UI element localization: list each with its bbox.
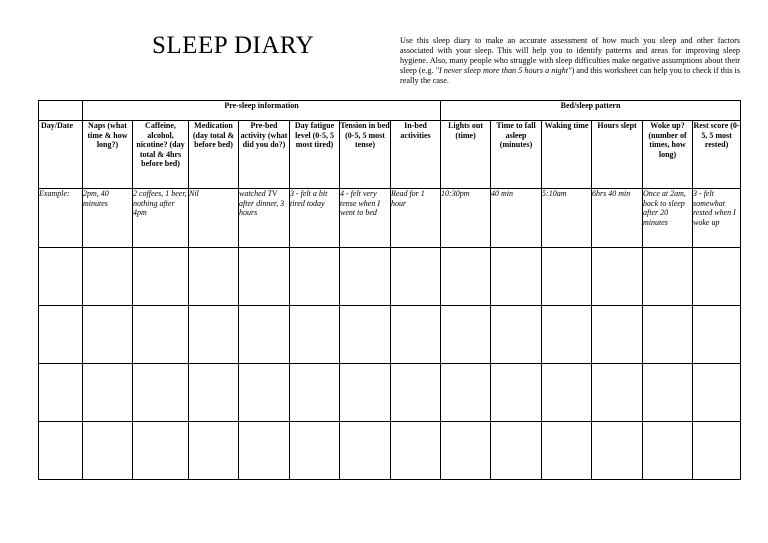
entry-cell[interactable] bbox=[340, 248, 391, 306]
entry-cell[interactable] bbox=[441, 306, 491, 364]
example-cell-rest-score: 3 - felt somewhat rested when I woke up bbox=[693, 189, 741, 248]
diary-entry-row bbox=[39, 364, 741, 422]
entry-cell[interactable] bbox=[189, 422, 239, 480]
entry-cell[interactable] bbox=[542, 306, 592, 364]
example-cell-hours-slept: 6hrs 40 min bbox=[592, 189, 643, 248]
entry-cell[interactable] bbox=[592, 422, 643, 480]
entry-cell[interactable] bbox=[693, 306, 741, 364]
entry-cell[interactable] bbox=[693, 364, 741, 422]
example-cell-in-bed-activities: Read for 1 hour bbox=[391, 189, 441, 248]
page-title: SLEEP DIARY bbox=[152, 32, 315, 59]
entry-cell[interactable] bbox=[441, 422, 491, 480]
example-cell-naps: 2pm, 40 minutes bbox=[83, 189, 133, 248]
entry-cell[interactable] bbox=[391, 248, 441, 306]
col-header-time-to-fall-asleep: Time to fall asleep (minutes) bbox=[491, 121, 542, 189]
entry-cell[interactable] bbox=[542, 248, 592, 306]
group-header-empty bbox=[39, 101, 83, 121]
entry-cell[interactable] bbox=[340, 306, 391, 364]
entry-cell[interactable] bbox=[441, 248, 491, 306]
entry-cell[interactable] bbox=[340, 364, 391, 422]
col-header-woke-up: Woke up? (number of times, how long) bbox=[643, 121, 693, 189]
example-cell-caffeine: 2 coffees, 1 beer, nothing after 4pm bbox=[133, 189, 189, 248]
entry-cell[interactable] bbox=[83, 306, 133, 364]
col-header-tension: Tension in bed (0-5, 5 most tense) bbox=[340, 121, 391, 189]
entry-cell[interactable] bbox=[239, 306, 290, 364]
col-header-pre-bed-activity: Pre-bed activity (what did you do?) bbox=[239, 121, 290, 189]
entry-cell[interactable] bbox=[133, 306, 189, 364]
col-header-hours-slept: Hours slept bbox=[592, 121, 643, 189]
intro-paragraph bbox=[400, 36, 740, 86]
example-row bbox=[39, 189, 741, 248]
group-header-bed-sleep: Bed/sleep pattern bbox=[441, 101, 741, 121]
column-header-row bbox=[39, 121, 741, 189]
diary-entry-row bbox=[39, 248, 741, 306]
col-header-lights-out: Lights out (time) bbox=[441, 121, 491, 189]
example-cell-pre-bed-activity: watched TV after dinner, 3 hours bbox=[239, 189, 290, 248]
entry-cell[interactable] bbox=[542, 422, 592, 480]
group-header-row bbox=[39, 101, 741, 121]
example-cell-medication: Nil bbox=[189, 189, 239, 248]
entry-cell[interactable] bbox=[133, 422, 189, 480]
entry-cell[interactable] bbox=[693, 248, 741, 306]
entry-cell[interactable] bbox=[592, 248, 643, 306]
entry-cell[interactable] bbox=[592, 364, 643, 422]
entry-cell[interactable] bbox=[643, 306, 693, 364]
entry-cell[interactable] bbox=[542, 364, 592, 422]
entry-cell[interactable] bbox=[290, 364, 340, 422]
entry-cell[interactable] bbox=[340, 422, 391, 480]
entry-cell[interactable] bbox=[290, 248, 340, 306]
entry-cell[interactable] bbox=[290, 422, 340, 480]
entry-cell[interactable] bbox=[391, 364, 441, 422]
sleep-diary-table bbox=[38, 100, 741, 480]
entry-cell[interactable] bbox=[290, 306, 340, 364]
col-header-medication: Medication (day total & before bed) bbox=[189, 121, 239, 189]
entry-cell[interactable] bbox=[592, 306, 643, 364]
intro-quote: "I never sleep more than 5 hours a night" bbox=[435, 66, 572, 75]
entry-cell[interactable] bbox=[643, 248, 693, 306]
entry-cell[interactable] bbox=[83, 248, 133, 306]
entry-cell[interactable] bbox=[239, 422, 290, 480]
col-header-day-date: Day/Date bbox=[39, 121, 83, 189]
col-header-waking-time: Waking time bbox=[542, 121, 592, 189]
entry-cell[interactable] bbox=[133, 248, 189, 306]
entry-cell[interactable] bbox=[441, 364, 491, 422]
entry-cell[interactable] bbox=[39, 364, 83, 422]
col-header-rest-score: Rest score (0-5, 5 most rested) bbox=[693, 121, 741, 189]
intro-text-start: Use this sleep diary to make an accurate assessment of how much you sleep and other factors associated with your sleep. This will help you to identify patterns and areas for improving sleep hygiene. Also, many people who struggle with sleep difficulties make negative assumptions about their sleep (e.g. bbox=[400, 36, 740, 75]
entry-cell[interactable] bbox=[491, 422, 542, 480]
entry-cell[interactable] bbox=[189, 306, 239, 364]
col-header-naps: Naps (what time & how long?) bbox=[83, 121, 133, 189]
entry-cell[interactable] bbox=[189, 248, 239, 306]
col-header-day-fatigue: Day fatigue level (0-5, 5 most tired) bbox=[290, 121, 340, 189]
entry-cell[interactable] bbox=[239, 364, 290, 422]
entry-cell[interactable] bbox=[693, 422, 741, 480]
entry-cell[interactable] bbox=[643, 364, 693, 422]
example-cell-day-fatigue: 3 - felt a bit tired today bbox=[290, 189, 340, 248]
entry-cell[interactable] bbox=[39, 306, 83, 364]
entry-cell[interactable] bbox=[491, 364, 542, 422]
entry-cell[interactable] bbox=[39, 248, 83, 306]
intro-text-end: ) and this worksheet can help you to check if this is really the case. bbox=[400, 66, 741, 85]
example-cell-day: Example: bbox=[39, 189, 83, 248]
diary-entry-row bbox=[39, 306, 741, 364]
example-cell-tension: 4 - felt very tense when I went to bed bbox=[340, 189, 391, 248]
entry-cell[interactable] bbox=[391, 306, 441, 364]
col-header-caffeine: Caffeine, alcohol, nicotine? (day total & 4hrs before bed) bbox=[133, 121, 189, 189]
entry-cell[interactable] bbox=[39, 422, 83, 480]
entry-cell[interactable] bbox=[643, 422, 693, 480]
entry-cell[interactable] bbox=[239, 248, 290, 306]
diary-entry-row bbox=[39, 422, 741, 480]
example-cell-waking-time: 5:10am bbox=[542, 189, 592, 248]
entry-cell[interactable] bbox=[133, 364, 189, 422]
group-header-pre-sleep: Pre-sleep information bbox=[83, 101, 441, 121]
entry-cell[interactable] bbox=[83, 422, 133, 480]
example-cell-lights-out: 10:30pm bbox=[441, 189, 491, 248]
example-cell-woke-up: Once at 2am, back to sleep after 20 minutes bbox=[643, 189, 693, 248]
entry-cell[interactable] bbox=[491, 248, 542, 306]
entry-cell[interactable] bbox=[491, 306, 542, 364]
entry-cell[interactable] bbox=[189, 364, 239, 422]
entry-cell[interactable] bbox=[391, 422, 441, 480]
example-cell-time-to-fall-asleep: 40 min bbox=[491, 189, 542, 248]
col-header-in-bed-activities: In-bed activities bbox=[391, 121, 441, 189]
entry-cell[interactable] bbox=[83, 364, 133, 422]
